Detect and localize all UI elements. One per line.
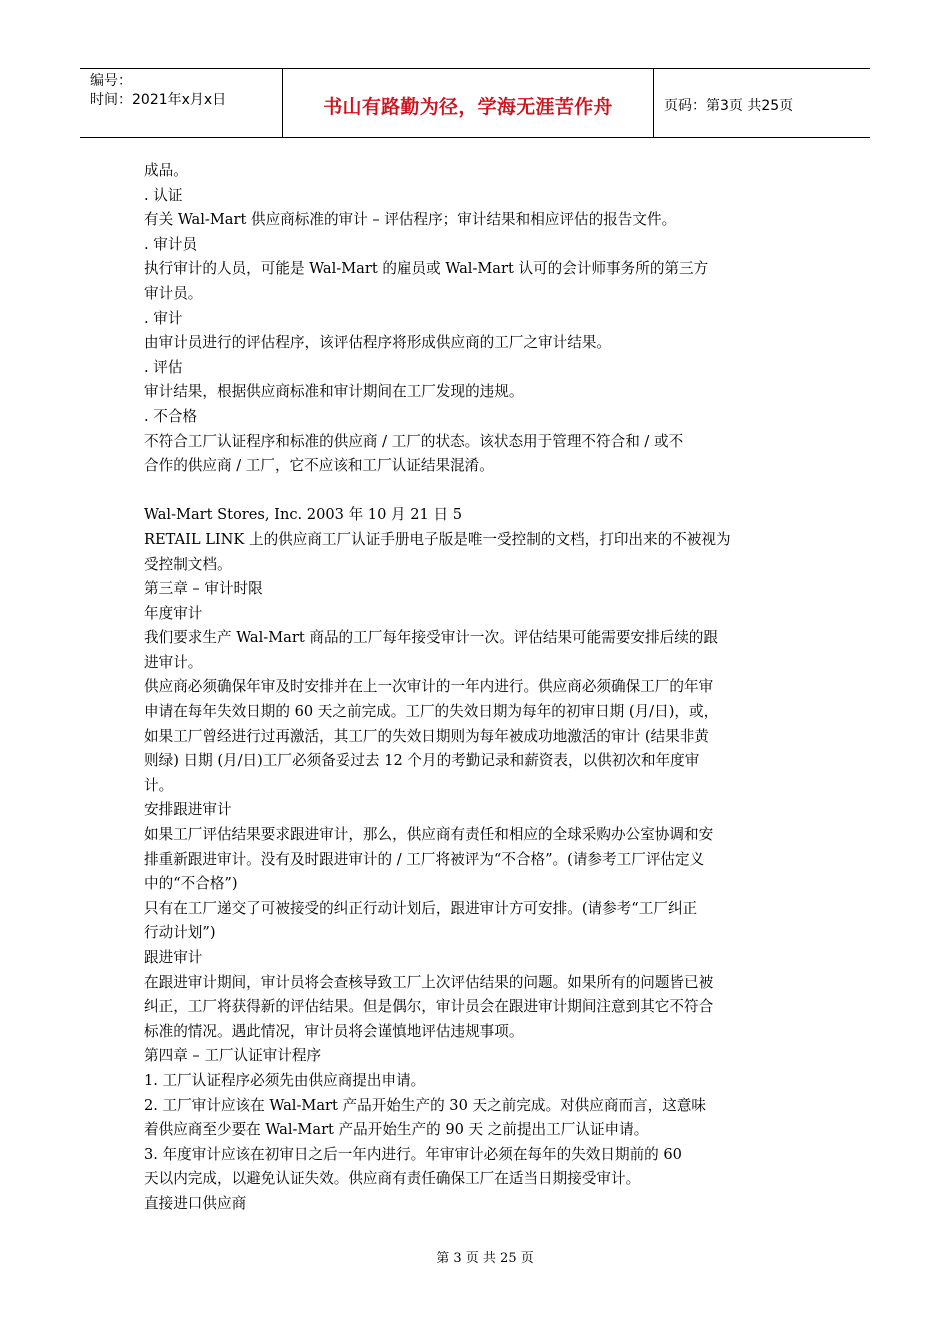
text-line: 审计结果，根据供应商标准和审计期间在工厂发现的违规。 — [144, 383, 524, 401]
text-line: 在跟进审计期间，审计员将会查核导致工厂上次评估结果的问题。如果所有的问题皆已被 — [144, 973, 714, 991]
text-line: 如果工厂评估结果要求跟进审计，那么，供应商有责任和相应的全球采购办公室协调和安 — [144, 826, 714, 844]
date-label: 时间：2021年x月x日 — [90, 92, 227, 108]
text-line: 成品。 — [144, 162, 188, 179]
text-line: 纠正，工厂将获得新的评估结果。但是偶尔，审计员会在跟进审计期间注意到其它不符合 — [144, 998, 714, 1016]
text-line: 不符合工厂认证程序和标准的供应商 / 工厂的状态。该状态用于管理不符合和 / 或不 — [144, 432, 684, 450]
text-line: 1. 工厂认证程序必须先由供应商提出申请。 — [144, 1071, 426, 1089]
text-line: 2. 工厂审计应该在 Wal-Mart 产品开始生产的 30 天之前完成。对供应商而言，这意味 — [144, 1096, 707, 1114]
text-line: . 评估 — [144, 358, 183, 376]
text-line: 我们要求生产 Wal-Mart 商品的工厂每年接受审计一次。评估结果可能需要安排后续的跟 — [144, 629, 718, 647]
text-line: 如果工厂曾经进行过再激活，其工厂的失效日期则为每年被成功地激活的审计 (结果非黄 — [144, 727, 709, 745]
text-line: 直接进口供应商 — [144, 1194, 247, 1212]
text-line: . 审计 — [144, 309, 183, 327]
text-line: 由审计员进行的评估程序，该评估程序将形成供应商的工厂之审计结果。 — [144, 334, 612, 352]
text-line: 行动计划”) — [144, 924, 216, 942]
text-line: 第四章 – 工厂认证审计程序 — [144, 1047, 322, 1065]
header-meta — [80, 69, 282, 137]
text-line: RETAIL LINK 上的供应商工厂认证手册电子版是唯一受控制的文档，打印出来的不被视为 — [144, 530, 731, 548]
blank-line — [144, 479, 814, 504]
text-line: 安排跟进审计 — [144, 801, 232, 819]
page-footer — [0, 1247, 950, 1266]
text-line: 天以内完成，以避免认证失效。供应商有责任确保工厂在适当日期接受审计。 — [144, 1170, 641, 1188]
text-line: 计。 — [144, 776, 174, 794]
text-line: . 不合格 — [144, 407, 198, 425]
text-line: 标准的情况。遇此情况，审计员将会谨慎地评估违规事项。 — [144, 1022, 524, 1040]
text-line: 第三章 – 审计时限 — [144, 580, 263, 598]
text-line: 进审计。 — [144, 653, 203, 671]
text-line: 中的“不合格”) — [144, 875, 238, 893]
document-body — [144, 159, 814, 1217]
text-line: 着供应商至少要在 Wal-Mart 产品开始生产的 90 天 之前提出工厂认证申请。 — [144, 1121, 649, 1139]
page-info: 页码：第3页 共25页 — [664, 98, 794, 114]
text-line: 合作的供应商 / 工厂，它不应该和工厂认证结果混淆。 — [144, 457, 494, 475]
text-line: 只有在工厂递交了可被接受的纠正行动计划后，跟进审计方可安排。(请参考“工厂纠正 — [144, 899, 698, 917]
header-motto-cell — [282, 69, 654, 137]
text-line: 年度审计 — [144, 604, 203, 622]
text-line: . 认证 — [144, 186, 183, 204]
text-line: 受控制文档。 — [144, 555, 232, 573]
text-line: 有关 Wal-Mart 供应商标准的审计 – 评估程序；审计结果和相应评估的报告文件。 — [144, 211, 677, 229]
number-label: 编号： — [90, 73, 132, 89]
motto-text: 书山有路勤为径，学海无涯苦作舟 — [323, 95, 613, 118]
text-line: 则绿) 日期 (月/日)工厂必须备妥过去 12 个月的考勤记录和薪资表，以供初次和年度审 — [144, 752, 700, 770]
text-line: 执行审计的人员，可能是 Wal-Mart 的雇员或 Wal-Mart 认可的会计师事务所的第三方 — [144, 260, 709, 278]
text-line: 跟进审计 — [144, 949, 203, 966]
header-page-cell — [654, 69, 870, 137]
footer-page-number: 第 3 页 共 25 页 — [436, 1251, 534, 1266]
text-line: 排重新跟进审计。没有及时跟进审计的 / 工厂将被评为“不合格”。(请参考工厂评估定义 — [144, 850, 705, 868]
header-table — [80, 68, 870, 138]
text-line: . 审计员 — [144, 235, 198, 253]
text-line: 审计员。 — [144, 284, 203, 302]
text-line: Wal-Mart Stores, Inc. 2003 年 10 月 21 日 5 — [144, 506, 462, 524]
text-line: 供应商必须确保年审及时安排并在上一次审计的一年内进行。供应商必须确保工厂的年审 — [144, 678, 714, 696]
text-line: 申请在每年失效日期的 60 天之前完成。工厂的失效日期为每年的初审日期 (月/日)，或， — [144, 703, 719, 721]
text-line: 3. 年度审计应该在初审日之后一年内进行。年审审计必须在每年的失效日期前的 60 — [144, 1145, 682, 1163]
